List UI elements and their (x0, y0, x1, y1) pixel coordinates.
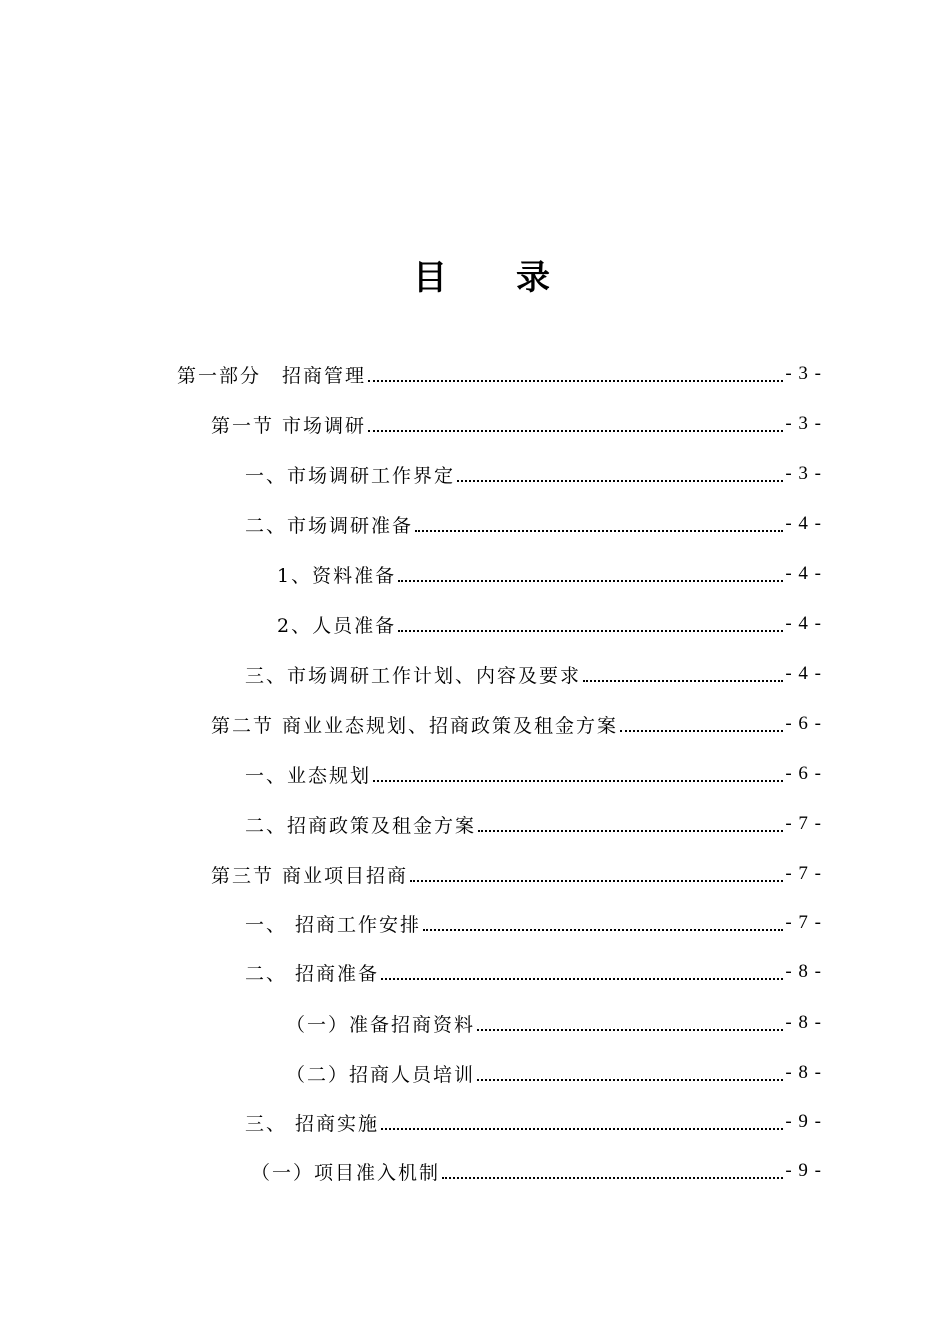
toc-leader-dots (368, 430, 783, 432)
toc-entry-label: 第三节 商业项目招商 (211, 864, 409, 887)
toc-entry[interactable] (286, 998, 822, 1048)
toc-entry-label: 一、业态规划 (245, 764, 372, 787)
toc-leader-dots (477, 1079, 783, 1081)
toc-leader-dots (368, 380, 783, 382)
toc-leader-dots (583, 680, 783, 682)
toc-entry[interactable] (245, 649, 822, 699)
title-char-2: 录 (516, 258, 550, 298)
toc-entry-page: - 7 - (785, 863, 822, 884)
toc-entry[interactable] (251, 1146, 822, 1196)
toc-entry-page: - 4 - (785, 563, 822, 584)
toc-entry[interactable] (177, 349, 822, 399)
toc-entry[interactable] (245, 499, 822, 549)
toc-entry-label: 2、人员准备 (277, 614, 397, 637)
toc-entry-page: - 8 - (785, 961, 822, 982)
toc-entry[interactable] (286, 1048, 822, 1098)
toc-entry-label: 第一节 市场调研 (211, 414, 367, 437)
toc-leader-dots (381, 1128, 783, 1130)
toc-leader-dots (620, 730, 783, 732)
toc-leader-dots (398, 580, 783, 582)
toc-leader-dots (415, 530, 783, 532)
toc-entry[interactable] (245, 449, 822, 499)
toc-entry-page: - 9 - (785, 1111, 822, 1132)
toc-entry-label: 二、市场调研准备 (245, 514, 414, 537)
toc-entry[interactable] (211, 849, 822, 899)
toc-leader-dots (373, 780, 783, 782)
toc-entry-label: 二、招商政策及租金方案 (245, 814, 477, 837)
toc-entry-page: - 6 - (785, 713, 822, 734)
toc-entry-page: - 9 - (785, 1160, 822, 1181)
toc-entry-label: 1、资料准备 (277, 564, 397, 587)
toc-leader-dots (477, 1029, 783, 1031)
toc-entry-page: - 4 - (785, 663, 822, 684)
toc-entry[interactable] (245, 898, 822, 948)
toc-entry-label: （二）招商人员培训 (286, 1063, 476, 1086)
toc-leader-dots (410, 880, 783, 882)
toc-entry[interactable] (211, 699, 822, 749)
toc-entry-page: - 6 - (785, 763, 822, 784)
toc-leader-dots (381, 978, 783, 980)
toc-entry-label: （一）项目准入机制 (251, 1161, 441, 1184)
toc-entry-page: - 3 - (785, 413, 822, 434)
toc-entry-label: 第一部分 招商管理 (177, 364, 367, 387)
toc-entry-page: - 7 - (785, 912, 822, 933)
toc-entry-page: - 8 - (785, 1012, 822, 1033)
toc-entry-label: 一、 招商工作安排 (245, 913, 422, 936)
toc-leader-dots (478, 830, 783, 832)
toc-leader-dots (442, 1177, 783, 1179)
toc-entry-label: 第二节 商业业态规划、招商政策及租金方案 (211, 714, 619, 737)
toc-entry[interactable] (211, 399, 822, 449)
page-title (0, 250, 950, 306)
toc-entry[interactable] (277, 599, 822, 649)
toc-entry-page: - 4 - (785, 613, 822, 634)
toc-entry-page: - 8 - (785, 1062, 822, 1083)
title-char-1: 目 (413, 258, 447, 298)
toc-entry-page: - 3 - (785, 463, 822, 484)
toc-entry[interactable] (245, 1097, 822, 1147)
toc-entry-label: （一）准备招商资料 (286, 1013, 476, 1036)
toc-leader-dots (423, 929, 783, 931)
toc-entry[interactable] (245, 749, 822, 799)
toc-entry-label: 三、市场调研工作计划、内容及要求 (245, 664, 582, 687)
toc-entry[interactable] (245, 947, 822, 997)
toc-entry-page: - 3 - (785, 363, 822, 384)
toc-entry-page: - 4 - (785, 513, 822, 534)
toc-entry-label: 三、 招商实施 (245, 1112, 380, 1135)
toc-entry[interactable] (277, 549, 822, 599)
toc-entry-label: 一、市场调研工作界定 (245, 464, 456, 487)
toc-entry-page: - 7 - (785, 813, 822, 834)
toc-leader-dots (398, 630, 783, 632)
toc-leader-dots (457, 480, 783, 482)
toc-entry-label: 二、 招商准备 (245, 962, 380, 985)
toc-entry[interactable] (245, 799, 822, 849)
